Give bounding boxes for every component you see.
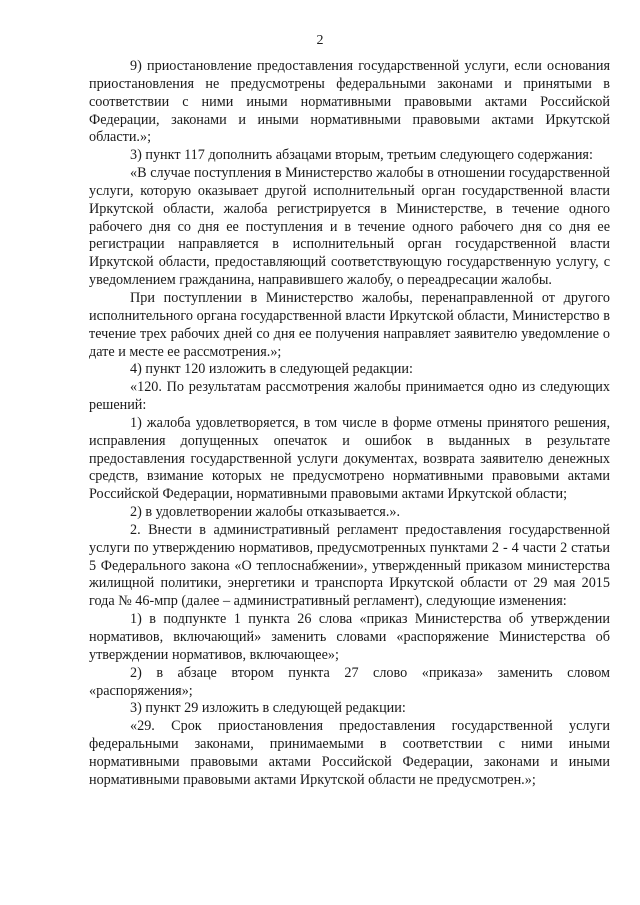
paragraph: 9) приостановление предоставления государственной услуги, если основания приостановления не предусмотрены федеральными законами и принятыми в соответствии с ними иными нормативными правовыми актами Российской Федерации, законами и иными нормативными правовыми актами Иркутской области.»; xyxy=(89,58,610,146)
document-body xyxy=(89,58,610,790)
paragraph: 3) пункт 117 дополнить абзацами вторым, третьим следующего содержания: xyxy=(130,147,593,164)
paragraph: 2. Внести в административный регламент предоставления государственной услуги по утверждению нормативов, предусмотренных пунктами 2 - 4 части 2 статьи 5 Федерального закона «О теплоснабжении», утвержденный приказом министерства жилищной политики, энергетики и транспорта Иркутской области от 29 мая 2015 года № 46-мпр (далее – административный регламент), следующие изменения: xyxy=(89,521,610,610)
paragraph: 1) в подпункте 1 пункта 26 слова «приказ Министерства об утверждении нормативов, включающий» заменить словами «распоряжение Министерства об утверждении нормативов, включающее»; xyxy=(89,611,610,663)
paragraph: 2) в абзаце втором пункта 27 слово «приказа» заменить словом «распоряжения»; xyxy=(89,664,610,699)
paragraph: «120. По результатам рассмотрения жалобы принимается одно из следующих решений: xyxy=(89,379,610,414)
paragraph: 2) в удовлетворении жалобы отказывается.». xyxy=(130,504,401,521)
paragraph: 1) жалоба удовлетворяется, в том числе в форме отмены принятого решения, исправления допущенных опечаток и ошибок в выданных в результате предоставления государственной услуги документах, возврата заявителю денежных средств, взимание которых не предусмотрено нормативными правовыми актами Российской Федерации, нормативными правовыми актами Иркутской области; xyxy=(89,414,610,503)
paragraph: При поступлении в Министерство жалобы, перенаправленной от другого исполнительного органа государственной власти Иркутской области, Министерство в течение трех рабочих дней со дня ее получения направляет заявителю уведомление о дате и месте ее рассмотрения.»; xyxy=(89,289,610,360)
paragraph: «29. Срок приостановления предоставления государственной услуги федеральными законами, принимаемыми в соответствии с ними иными нормативными правовыми актами Российской Федерации, законами и иными нормативными правовыми актами Иркутской области не предусмотрен.»; xyxy=(89,718,610,788)
paragraph: 3) пункт 29 изложить в следующей редакции: xyxy=(130,700,406,717)
page-number: 2 xyxy=(316,33,324,48)
paragraph: 4) пункт 120 изложить в следующей редакции: xyxy=(130,361,413,378)
paragraph: «В случае поступления в Министерство жалобы в отношении государственной услуги, которую оказывает другой исполнительный орган государственной власти Иркутской области, жалоба регистрируется в Министерстве, в течение одного рабочего дня со дня ее поступления и в течение одного рабочего дня со дня ее регистрации направляется в исполнительный орган государственной власти Иркутской области, предоставляющий соответствующую государственную услугу, с уведомлением гражданина, направившего жалобу, о переадресации жалобы. xyxy=(89,165,610,289)
